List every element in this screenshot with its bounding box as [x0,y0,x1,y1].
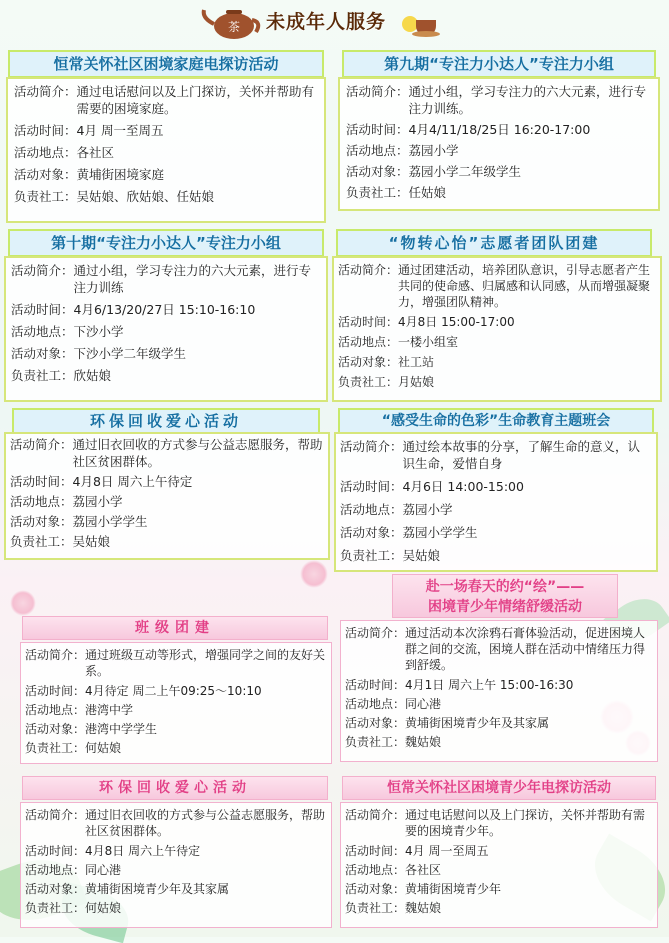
card-body [20,642,332,764]
time-label: 活动时间： [11,302,74,317]
card-body [334,432,658,572]
time-row [345,843,653,859]
card-title: “物转心怡”志愿者团队团建 [336,229,652,257]
worker-label: 负责社工： [14,189,77,204]
intro-row [340,438,652,472]
worker-text: 月姑娘 [398,375,435,389]
time-label: 活动时间： [340,479,403,494]
target-row [11,345,321,362]
worker-label: 负责社工： [340,548,403,563]
intro-text: 通过团建活动，培养团队意识，引导志愿者产生共同的使命感、归属感和认同感，从而增强凝聚力，增强团队精神。 [398,263,651,309]
place-text: 荔园小学 [402,502,453,517]
worker-row [338,374,656,390]
target-text: 港湾中学学生 [85,722,158,736]
place-text: 同心港 [405,697,442,711]
target-text: 社工站 [398,355,435,369]
target-label: 活动对象： [345,882,406,896]
time-text: 4月8日 15:00-17:00 [398,315,515,329]
card-title-line1: 赴一场春天的约“绘”—— [425,579,585,595]
worker-row [340,547,652,564]
card-title: 恒常关怀社区困境青少年电探访活动 [342,776,656,800]
card-body [20,802,332,928]
intro-label: 活动简介： [338,263,399,277]
target-text: 荔园小学学生 [402,525,478,540]
worker-text: 何姑娘 [85,901,122,915]
time-row [11,301,321,318]
place-row [345,696,653,712]
target-row [10,513,324,530]
target-row [25,721,327,737]
card-title: 第十期“专注力小达人”专注力小组 [8,229,324,257]
time-label: 活动时间： [338,315,399,329]
intro-label: 活动简介： [25,648,86,662]
target-text: 黄埔街困境青少年及其家属 [85,882,230,896]
worker-text: 吴姑娘、欣姑娘、任姑娘 [76,189,215,204]
place-label: 活动地点： [338,335,399,349]
time-label: 活动时间： [25,844,86,858]
intro-text: 通过小组，学习专注力的六大元素，进行专注力训练。 [408,84,647,116]
intro-text: 通过班级互动等形式，增强同学之间的友好关系。 [85,648,326,678]
target-text: 黄埔街困境青少年及其家属 [405,716,550,730]
card-body [340,620,658,762]
place-text: 同心港 [85,863,122,877]
intro-text: 通过电话慰问以及上门探访，关怀并帮助有需要的困境青少年。 [405,808,646,838]
worker-label: 负责社工： [10,534,73,549]
time-label: 活动时间： [14,123,77,138]
place-row [25,702,327,718]
intro-label: 活动简介： [10,437,73,452]
time-text: 4月6日 14:00-15:00 [402,479,524,494]
time-row [345,677,653,693]
teapot-icon [200,4,264,40]
worker-row [14,188,318,205]
intro-row [338,262,656,310]
intro-label: 活动简介： [345,626,406,640]
place-row [11,323,321,340]
place-text: 荔园小学 [72,494,123,509]
place-row [346,142,652,159]
target-text: 下沙小学二年级学生 [73,346,187,361]
card-body [6,77,326,223]
target-label: 活动对象： [346,164,409,179]
card-title [392,574,618,618]
card-title-line2: 困境青少年情绪舒缓活动 [428,599,582,615]
worker-text: 吴姑娘 [402,548,441,563]
worker-text: 吴姑娘 [72,534,111,549]
target-label: 活动对象： [25,722,86,736]
time-row [25,843,327,859]
place-text: 各社区 [76,145,115,160]
place-label: 活动地点： [11,324,74,339]
intro-row [10,436,324,470]
target-label: 活动对象： [338,355,399,369]
place-text: 各社区 [405,863,442,877]
time-text: 4月 周一至周五 [405,844,489,858]
target-row [346,163,652,180]
target-label: 活动对象： [25,882,86,896]
time-row [14,122,318,139]
place-row [338,334,656,350]
time-text: 4月8日 周六上午待定 [85,844,201,858]
intro-label: 活动简介： [11,263,74,278]
card-title: 恒常关怀社区困境家庭电探访活动 [8,50,324,78]
worker-row [11,367,321,384]
target-label: 活动对象： [10,514,73,529]
place-label: 活动地点： [10,494,73,509]
target-label: 活动对象： [340,525,403,540]
worker-row [345,900,653,916]
place-label: 活动地点： [25,703,86,717]
intro-row [345,625,653,673]
worker-text: 何姑娘 [85,741,122,755]
time-row [346,121,652,138]
intro-row [11,262,321,296]
time-text: 4月6/13/20/27日 15:10-16:10 [73,302,256,317]
card-title: 班级团建 [22,616,328,640]
intro-text: 通过小组，学习专注力的六大元素，进行专注力训练 [73,263,312,295]
intro-text: 通过电话慰问以及上门探访，关怀并帮助有需要的困境家庭。 [76,84,315,116]
target-row [340,524,652,541]
intro-label: 活动简介： [346,84,409,99]
intro-label: 活动简介： [340,439,403,454]
target-row [345,715,653,731]
intro-text: 通过旧衣回收的方式参与公益志愿服务，帮助社区贫困群体。 [85,808,326,838]
intro-text: 通过绘本故事的分享，了解生命的意义，认识生命，爱惜自身 [402,439,641,471]
intro-row [346,83,652,117]
page-title: 未成年人服务 [266,11,387,33]
card-title: 环保回收爱心活动 [12,408,320,434]
worker-label: 负责社工： [338,375,399,389]
target-label: 活动对象： [11,346,74,361]
place-label: 活动地点： [340,502,403,517]
target-label: 活动对象： [14,167,77,182]
time-text: 4月8日 周六上午待定 [72,474,193,489]
intro-text: 通过旧衣回收的方式参与公益志愿服务，帮助社区贫困群体。 [72,437,323,469]
time-label: 活动时间： [10,474,73,489]
time-label: 活动时间： [345,678,406,692]
time-text: 4月 周一至周五 [76,123,164,138]
target-text: 荔园小学学生 [72,514,148,529]
target-text: 黄埔街困境青少年 [405,882,502,896]
place-label: 活动地点： [25,863,86,877]
time-row [338,314,656,330]
place-label: 活动地点： [346,143,409,158]
intro-text: 通过活动本次涂鸦石膏体验活动，促进困境人群之间的交流，困境人群在活动中情绪压力得到舒缓。 [405,626,646,672]
teapot-char: 茶 [227,20,241,34]
worker-label: 负责社工： [25,901,86,915]
place-text: 一楼小组室 [398,335,459,349]
place-label: 活动地点： [345,697,406,711]
worker-text: 欣姑娘 [73,368,112,383]
time-label: 活动时间： [346,122,409,137]
time-row [25,683,327,699]
card-body [332,256,662,402]
time-label: 活动时间： [25,684,86,698]
intro-row [25,807,327,839]
place-row [345,862,653,878]
time-text: 4月4/11/18/25日 16:20-17:00 [408,122,591,137]
worker-label: 负责社工： [25,741,86,755]
place-text: 下沙小学 [73,324,124,339]
intro-row [14,83,318,117]
time-row [10,473,324,490]
place-row [10,493,324,510]
card-body [4,256,328,402]
place-label: 活动地点： [14,145,77,160]
intro-row [25,647,327,679]
target-row [14,166,318,183]
place-row [25,862,327,878]
intro-label: 活动简介： [345,808,406,822]
time-row [340,478,652,495]
time-label: 活动时间： [345,844,406,858]
card-title: 第九期“专注力小达人”专注力小组 [342,50,656,78]
place-text: 荔园小学 [408,143,459,158]
target-row [338,354,656,370]
intro-label: 活动简介： [25,808,86,822]
target-row [25,881,327,897]
place-text: 港湾中学 [85,703,134,717]
worker-label: 负责社工： [346,185,409,200]
target-text: 黄埔街困境家庭 [76,167,165,182]
worker-label: 负责社工： [11,368,74,383]
place-row [340,501,652,518]
target-text: 荔园小学二年级学生 [408,164,522,179]
card-title: 环保回收爱心活动 [22,776,328,800]
time-text: 4月待定 周二上午09:25～10:10 [85,684,262,698]
intro-row [345,807,653,839]
worker-row [25,900,327,916]
target-label: 活动对象： [345,716,406,730]
page-header [200,2,450,42]
flower-decoration [10,590,36,616]
worker-row [345,734,653,750]
target-row [345,881,653,897]
worker-text: 魏姑娘 [405,901,442,915]
card-body [338,77,660,211]
card-body [4,432,330,560]
place-label: 活动地点： [345,863,406,877]
teacup-icon [400,12,442,38]
worker-label: 负责社工： [345,901,406,915]
worker-row [346,184,652,201]
card-body [340,802,658,928]
worker-label: 负责社工： [345,735,406,749]
worker-text: 任姑娘 [408,185,447,200]
intro-label: 活动简介： [14,84,77,99]
flower-decoration [300,560,328,588]
worker-row [25,740,327,756]
card-title: “感受生命的色彩”生命教育主题班会 [338,408,654,434]
worker-text: 魏姑娘 [405,735,442,749]
time-text: 4月1日 周六上午 15:00-16:30 [405,678,574,692]
place-row [14,144,318,161]
worker-row [10,533,324,550]
